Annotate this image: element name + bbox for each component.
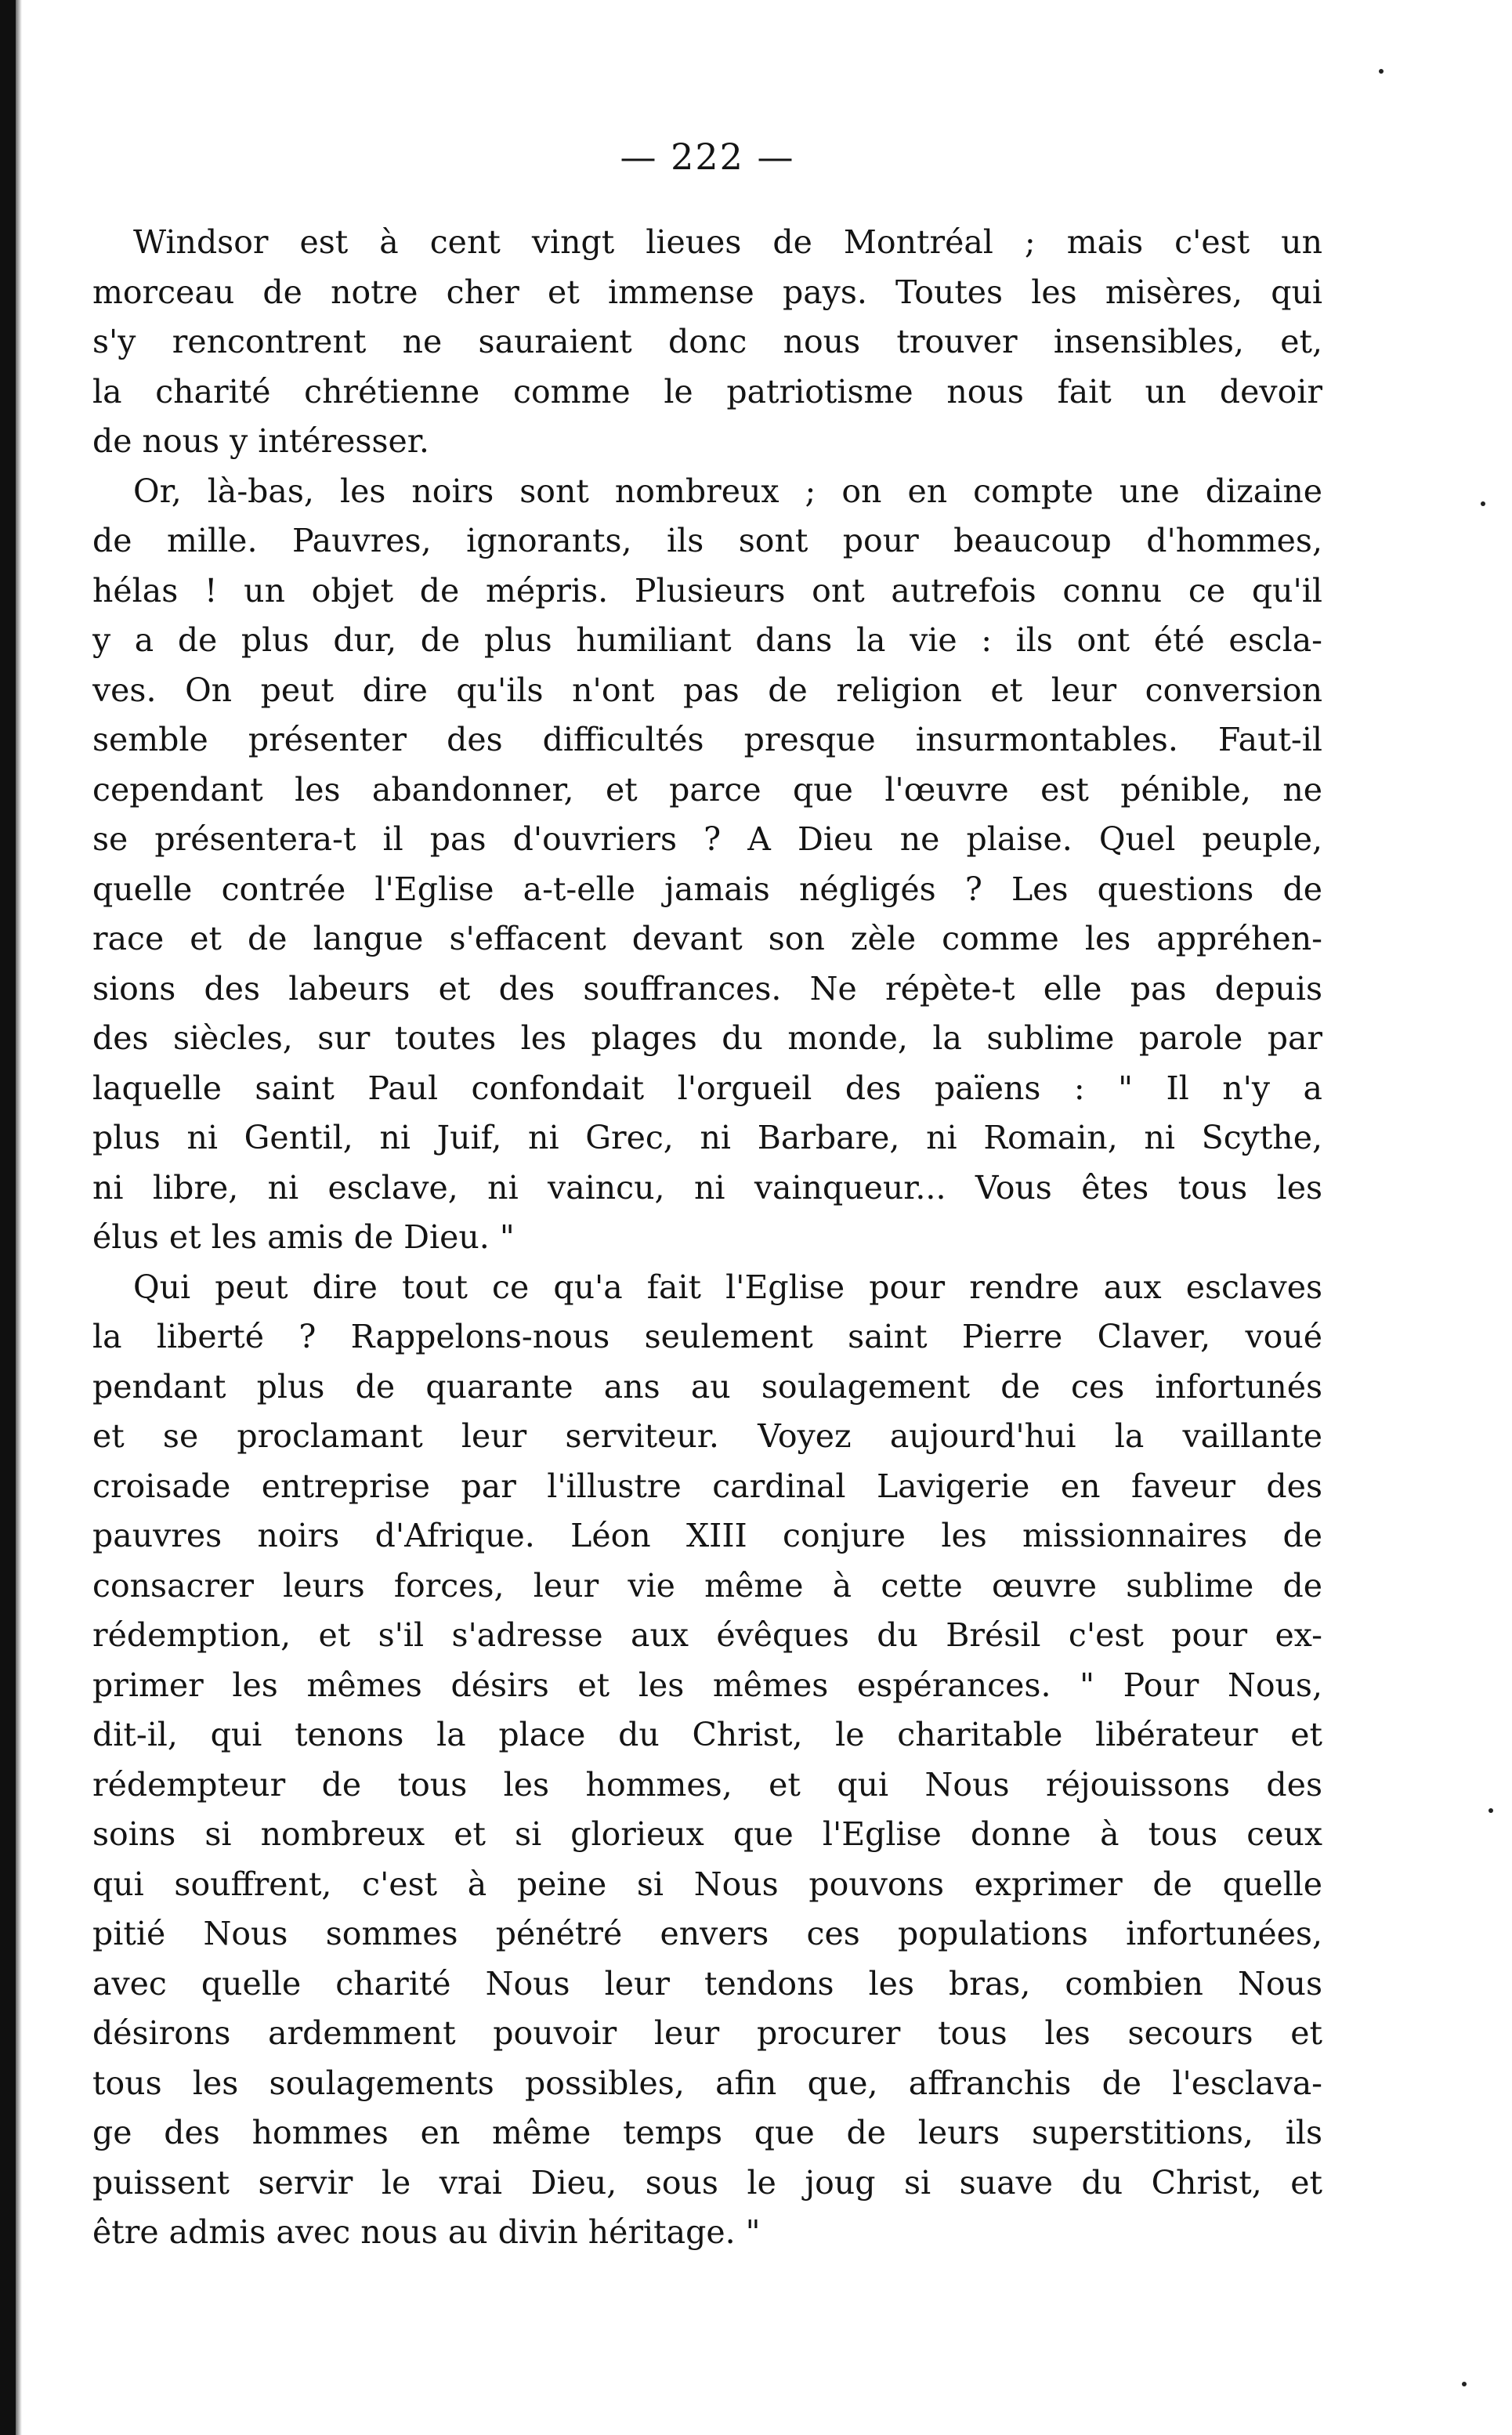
text-line: primer les mêmes désirs et les mêmes espérances. " Pour Nous, [92, 1666, 1322, 1704]
text-line: Or, là-bas, les noirs sont nombreux ; on en compte une dizaine [133, 472, 1322, 510]
text-line: la liberté ? Rappelons-nous seulement saint Pierre Claver, voué [92, 1318, 1322, 1355]
text-line: plus ni Gentil, ni Juif, ni Grec, ni Barbare, ni Romain, ni Scythe, [92, 1119, 1322, 1156]
text-line: avec quelle charité Nous leur tendons les bras, combien Nous [92, 1964, 1322, 2003]
text-line: quelle contrée l'Eglise a-t-elle jamais négligés ? Les questions de [92, 870, 1322, 908]
text-line: morceau de notre cher et immense pays. Toutes les misères, qui [92, 273, 1322, 311]
scan-edge-shadow [16, 0, 22, 2435]
text-line: ves. On peut dire qu'ils n'ont pas de religion et leur conversion [92, 671, 1322, 709]
text-line: puissent servir le vrai Dieu, sous le joug si suave du Christ, et [92, 2163, 1322, 2202]
text-line: dit-il, qui tenons la place du Christ, le charitable libérateur et [92, 1716, 1322, 1753]
text-line: y a de plus dur, de plus humiliant dans la vie : ils ont été escla- [92, 621, 1322, 659]
text-line: sions des labeurs et des souffrances. Ne répète-t elle pas depuis [92, 969, 1322, 1008]
scan-speck [1379, 69, 1384, 74]
text-line: rédempteur de tous les hommes, et qui Nous réjouissons des [92, 1765, 1322, 1804]
text-line: qui souffrent, c'est à peine si Nous pouvons exprimer de quelle [92, 1865, 1322, 1903]
paragraph [92, 218, 1322, 467]
text-line: consacrer leurs forces, leur vie même à cette œuvre sublime de [92, 1566, 1322, 1605]
text-line: de nous y intéresser. [92, 422, 429, 460]
paragraph [92, 467, 1322, 1263]
text-line: race et de langue s'effacent devant son zèle comme les appréhen- [92, 920, 1322, 957]
text-line: pendant plus de quarante ans au soulagement de ces infortunés [92, 1367, 1322, 1406]
text-line: être admis avec nous au divin héritage. " [92, 2213, 761, 2251]
scan-speck [1488, 1808, 1493, 1813]
text-line: Qui peut dire tout ce qu'a fait l'Eglise pour rendre aux esclaves [133, 1268, 1322, 1306]
text-line: pitié Nous sommes pénétré envers ces populations infortunées, [92, 1915, 1322, 1952]
text-line: laquelle saint Paul confondait l'orgueil des païens : " Il n'y a [92, 1069, 1322, 1107]
text-line: la charité chrétienne comme le patriotisme nous fait un devoir [92, 372, 1322, 411]
text-line: ge des hommes en même temps que de leurs superstitions, ils [92, 2114, 1322, 2151]
scan-edge [0, 0, 16, 2435]
paragraph [92, 1263, 1322, 2258]
text-line: s'y rencontrent ne sauraient donc nous trouver insensibles, et, [92, 323, 1322, 360]
text-line: élus et les amis de Dieu. " [92, 1218, 515, 1256]
text-line: rédemption, et s'il s'adresse aux évêques du Brésil c'est pour ex- [92, 1616, 1322, 1654]
text-line: désirons ardemment pouvoir leur procurer tous les secours et [92, 2014, 1322, 2052]
text-line: pauvres noirs d'Afrique. Léon XIII conjure les missionnaires de [92, 1517, 1322, 1554]
text-line: Windsor est à cent vingt lieues de Montréal ; mais c'est un [133, 223, 1322, 261]
scan-speck [1481, 501, 1485, 506]
scan-speck [1462, 2382, 1467, 2386]
text-line: hélas ! un objet de mépris. Plusieurs ont autrefois connu ce qu'il [92, 571, 1322, 610]
text-line: tous les soulagements possibles, afin que, affranchis de l'esclava- [92, 2064, 1322, 2102]
text-line: ni libre, ni esclave, ni vaincu, ni vainqueur... Vous êtes tous les [92, 1168, 1322, 1207]
page-number: — 222 — [620, 136, 795, 178]
text-line: croisade entreprise par l'illustre cardinal Lavigerie en faveur des [92, 1467, 1322, 1505]
text-line: cependant les abandonner, et parce que l'œuvre est pénible, ne [92, 770, 1322, 809]
body-text [92, 218, 1322, 2258]
text-line: de mille. Pauvres, ignorants, ils sont pour beaucoup d'hommes, [92, 522, 1322, 559]
text-line: se présentera-t il pas d'ouvriers ? A Dieu ne plaise. Quel peuple, [92, 820, 1322, 858]
text-line: des siècles, sur toutes les plages du monde, la sublime parole par [92, 1019, 1322, 1057]
text-line: semble présenter des difficultés presque insurmontables. Faut-il [92, 721, 1322, 758]
document-page [92, 118, 1322, 2390]
text-line: soins si nombreux et si glorieux que l'Eglise donne à tous ceux [92, 1815, 1322, 1853]
text-line: et se proclamant leur serviteur. Voyez aujourd'hui la vaillante [92, 1417, 1322, 1455]
